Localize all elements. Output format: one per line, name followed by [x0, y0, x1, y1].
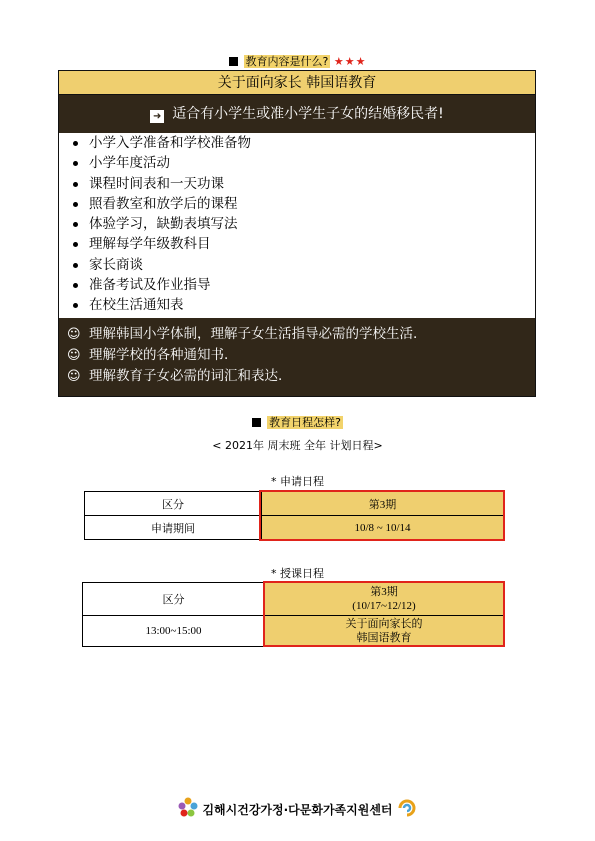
smiley-icon: ☺	[67, 369, 81, 384]
smiley-icon: ☺	[67, 327, 81, 342]
apply-schedule-label: * 申请日程	[271, 475, 324, 488]
lesson-schedule-label: * 授课日程	[271, 567, 324, 580]
target-audience: ➜ 适合有小学生或准小学生子女的结婚移民者!	[59, 95, 535, 133]
table-cell: 13:00~15:00	[83, 616, 265, 647]
table-row	[85, 492, 504, 516]
topic-list	[59, 133, 535, 313]
flower-logo-icon	[178, 797, 198, 817]
goals-panel	[59, 318, 535, 396]
table-header-cell: 第3期	[262, 492, 504, 516]
list-item: 理解每学年级教科目	[59, 234, 535, 254]
table-header-cell: 第3期 (10/17~12/12)	[265, 583, 504, 616]
list-item: 体验学习，缺勤表填写法	[59, 214, 535, 234]
list-item: 准备考试及作业指导	[59, 275, 535, 295]
apply-schedule-table	[84, 491, 504, 540]
list-item: 在校生活通知表	[59, 295, 535, 315]
organization-name: 김해시건강가정·다문화가족지원센터	[202, 803, 393, 817]
lesson-schedule-table	[82, 582, 504, 647]
goal-item: ☺ 理解教育子女必需的词汇和表达.	[59, 366, 535, 387]
schedule-subheading: < 2021年 周末班 全年 计划日程>	[212, 439, 383, 452]
smiley-icon: ☺	[67, 348, 81, 363]
table-row	[83, 616, 504, 647]
table-row	[83, 583, 504, 616]
table-header-cell: 区分	[83, 583, 265, 616]
table-cell: 申请期间	[85, 516, 262, 540]
table-header-cell: 区分	[85, 492, 262, 516]
list-item: 小学入学准备和学校准备物	[59, 133, 535, 153]
stars-rating: ★★★	[333, 55, 367, 68]
table-row	[85, 516, 504, 540]
goal-item: ☺ 理解学校的各种通知书.	[59, 345, 535, 366]
list-item: 小学年度活动	[59, 153, 535, 173]
goal-item: ☺ 理解韩国小学体制，理解子女生活指导必需的学校生活.	[59, 324, 535, 345]
footer	[0, 797, 595, 818]
arrow-right-icon: ➜	[150, 110, 164, 123]
square-bullet-icon	[252, 418, 261, 427]
table-cell: 关于面向家长的 韩国语教育	[265, 616, 504, 647]
section-heading-content: 教育内容是什么? ★★★	[0, 53, 595, 69]
swirl-logo-icon	[397, 799, 417, 817]
list-item: 课程时间表和一天功课	[59, 174, 535, 194]
course-title: 关于面向家长 韩国语教育	[59, 71, 535, 95]
list-item: 家长商谈	[59, 255, 535, 275]
course-info-box	[58, 70, 536, 397]
list-item: 照看教室和放学后的课程	[59, 194, 535, 214]
table-cell: 10/8 ~ 10/14	[262, 516, 504, 540]
square-bullet-icon	[229, 57, 238, 66]
section-heading-schedule: 教育日程怎样?	[0, 414, 595, 430]
